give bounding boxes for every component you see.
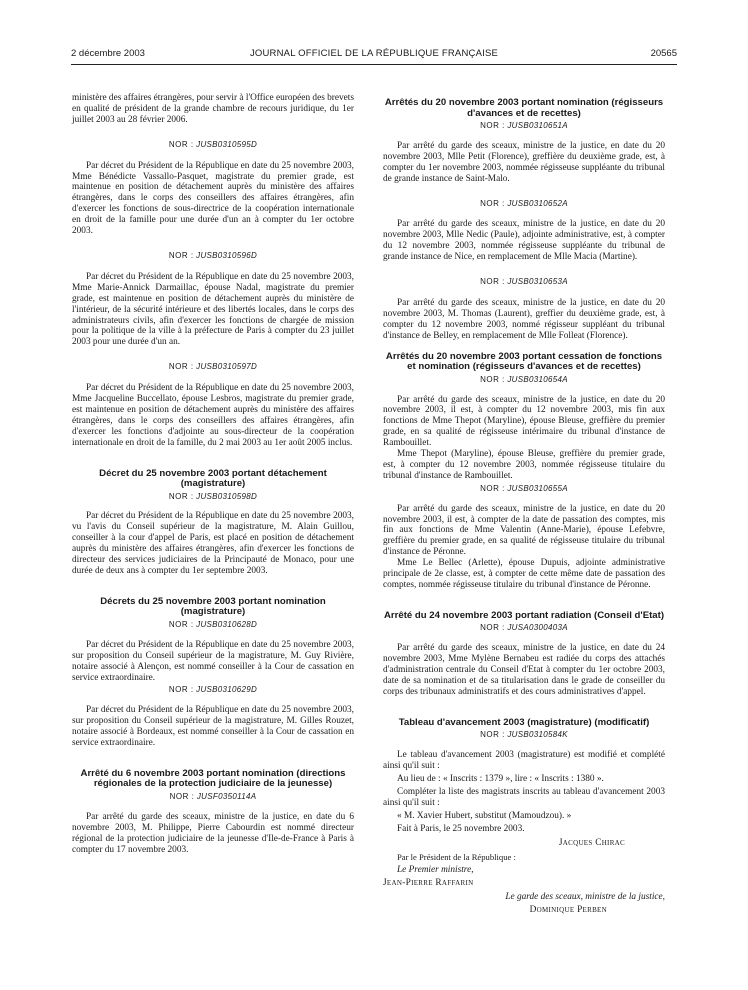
right-column xyxy=(383,98,665,916)
section-title: Arrêté du 6 novembre 2003 portant nomination (directions régionales de la protection judiciaire de la jeunesse) xyxy=(80,767,346,790)
paragraph: Mme Thepot (Maryline), épouse Bleuse, greffière du premier grade, est, à compter du 12 novembre 2003, nommée régisseuse titulaire du tribunal d'instance de Rambouillet. xyxy=(383,449,665,481)
paragraph: Par décret du Président de la République en date du 25 novembre 2003, Mme Marie-Annick Darmaillac, épouse Nadal, magistrate du premier grade, est maintenue en position de détachement auprès du ministère de l'intérieur, de la sécurité intérieure et des libertés locales, dans le corps des administrateurs civils, afin d'exercer les fonctions de chargée de mission pour la politique de la ville à la préfecture de Paris à compter du 23 juillet 2003 pour une durée d'un an. xyxy=(72,271,354,348)
paragraph: Par décret du Président de la République en date du 25 novembre 2003, sur proposition du Conseil supérieur de la magistrature, M. Guy Rivière, notaire associé à Alençon, est nommé conseiller à la Cour de cassation en service extraordinaire. xyxy=(72,639,354,683)
paragraph: Le tableau d'avancement 2003 (magistrature) est modifié et complété ainsi qu'il suit : xyxy=(383,750,665,772)
paragraph: Mme Le Bellec (Arlette), épouse Dupuis, adjointe administrative principale de 2e classe, est, à compter de cette même date de passation des comptes, nommée régisseuse titulaire du tribunal d'instance de Péronne. xyxy=(383,558,665,590)
signature-line: Par le Président de la République : xyxy=(397,851,516,862)
page-header xyxy=(71,48,677,62)
section-title: Décrets du 25 novembre 2003 portant nomination (magistrature) xyxy=(100,595,326,618)
paragraph: Au lieu de : « Inscrits : 1379 », lire : « Inscrits : 1380 ». xyxy=(397,774,604,785)
nor-reference: NOR : JUSB0310652A xyxy=(480,198,568,208)
nor-reference: NOR : JUSB0310598D xyxy=(168,491,258,501)
section-title: Arrêtés du 20 novembre 2003 portant nomination (régisseurs d'avances et de recettes) xyxy=(384,97,664,119)
section xyxy=(383,611,665,698)
paragraph: Compléter la liste des magistrats inscrits au tableau d'avancement 2003 ainsi qu'il suit : xyxy=(383,786,665,808)
section xyxy=(72,597,354,749)
header-date: 2 décembre 2003 xyxy=(71,48,145,59)
nor-reference: NOR : JUSB0310596D xyxy=(168,250,258,260)
paragraph: Par arrêté du garde des sceaux, ministre de la justice, en date du 6 novembre 2003, M. Philippe, Pierre Cabourdin est nommé directeur régional de la protection judiciaire de la jeunesse d'Ile-de-France à Paris à compter du 17 novembre 2003. xyxy=(72,811,354,855)
section xyxy=(72,469,354,577)
nor-reference: NOR : JUSB0310651A xyxy=(480,121,568,130)
signature-title: Le Premier ministre, xyxy=(397,865,474,876)
nor-reference: NOR : JUSB0310629D xyxy=(168,685,258,695)
nor-reference: NOR : JUSB0310597D xyxy=(168,362,258,372)
paragraph: ministère des affaires étrangères, pour servir à l'Office européen des brevets en qualité de président de la grande chambre de recours juridique, du 1er juillet 2003 au 28 février 2006. xyxy=(72,93,354,125)
nor-reference: NOR : JUSB0310653A xyxy=(480,277,568,287)
nor-reference: NOR : JUSB0310595D xyxy=(168,139,258,149)
header-rule xyxy=(71,64,677,65)
section xyxy=(72,769,354,856)
signature-president: Jacques Chirac xyxy=(558,837,625,848)
nor-reference: NOR : JUSB0310584K xyxy=(480,730,568,740)
section-title: Arrêtés du 20 novembre 2003 portant cessation de fonctions et nomination (régisseurs d'avances et de recettes) xyxy=(385,350,663,373)
paragraph: Par arrêté du garde des sceaux, ministre de la justice, en date du 24 novembre 2003, Mme Mylène Bernabeu est radiée du corps des attachés d'administration centrale du Conseil d'Etat à compter du 1er octobre 2003, date de sa nomination et de sa titularisation dans le grade de conseiller du corps des tribunaux administratifs et des cours administratives d'appel. xyxy=(383,643,665,697)
left-column xyxy=(72,93,354,856)
paragraph: Par arrêté du garde des sceaux, ministre de la justice, en date du 20 novembre 2003, il est, à compter de la date de passation des comptes, mis fin aux fonctions de Mme Valentin (Anne-Marie), épouse Lefebvre, greffière du premier grade, en sa qualité de régisseuse titulaire du tribunal d'instance de Péronne. xyxy=(383,503,665,558)
nor-reference: NOR : JUSA0300403A xyxy=(480,623,568,633)
paragraph: Par décret du Président de la République en date du 25 novembre 2003, Mme Jacqueline Buccellato, épouse Lesbros, magistrate du premier grade, est maintenue en position de détachement auprès du ministère des affaires étrangères, dans le corps des conseillers des affaires étrangères, afin d'exercer les fonctions d'adjointe au sous-directeur de la coopération internationale en droit de la famille, du 2 mai 2003 au 1er août 2005 inclus. xyxy=(72,383,354,448)
paragraph: Par décret du Président de la République en date du 25 novembre 2003, Mme Bénédicte Vassallo-Pasquet, magistrate du premier grade, est maintenue en position de détachement auprès du ministère des affaires étrangères, dans le corps des conseillers des affaires étrangères, afin d'exercer les fonctions de sous-directrice de la coopération internationale en droit de la famille pour une durée d'un an à compter du 1er octobre 2003. xyxy=(72,160,354,237)
paragraph: Par décret du Président de la République en date du 25 novembre 2003, sur proposition du Conseil supérieur de la magistrature, M. Gilles Rouzet, notaire associé à Bordeaux, est nommé conseiller à la Cour de cassation en service extraordinaire. xyxy=(72,705,354,749)
paragraph: Par arrêté du garde des sceaux, ministre de la justice, en date du 20 novembre 2003, il est, à compter du 12 novembre 2003, mis fin aux fonctions de Mme Thepot (Maryline), épouse Bleuse, greffière du premier grade, en sa qualité de régisseuse intérimaire du tribunal d'instance de Rambouillet. xyxy=(383,394,665,449)
signature-minister: Dominique Perben xyxy=(529,905,607,916)
signature-prime-minister: Jean-Pierre Raffarin xyxy=(383,878,474,889)
nor-reference: NOR : JUSF0350114A xyxy=(169,791,257,801)
nor-reference: NOR : JUSB0310628D xyxy=(168,619,258,629)
page-number: 20565 xyxy=(650,48,677,59)
paragraph: Par arrêté du garde des sceaux, ministre de la justice, en date du 20 novembre 2003, M. Thomas (Laurent), greffier du deuxième grade, est, à compter du 12 novembre 2003, nommé régisseur suppléant du tribunal d'instance de Belley, en remplacement de Mlle Folleat (Florence). xyxy=(383,297,665,341)
nor-reference: NOR : JUSB0310654A xyxy=(480,374,568,384)
nor-reference: NOR : JUSB0310655A xyxy=(480,483,568,493)
paragraph: Par arrêté du garde des sceaux, ministre de la justice, en date du 20 novembre 2003, Mlle Petit (Florence), greffière du deuxième grade, est, à compter du 1er novembre 2003, nommée régisseuse suppléante du tribunal de grande instance de Saint-Malo. xyxy=(383,140,665,184)
section xyxy=(383,718,665,916)
section-title: Arrêté du 24 novembre 2003 portant radiation (Conseil d'Etat) xyxy=(383,609,665,621)
signature-title: Le garde des sceaux, ministre de la justice, xyxy=(505,892,665,903)
paragraph: Par décret du Président de la République en date du 25 novembre 2003, vu l'avis du Conseil supérieur de la magistrature, M. Alain Guillou, conseiller à la cour d'appel de Paris, est placé en position de détachement auprès du ministère des affaires étrangères, afin d'exercer les fonctions de directeur des services judiciaires de la Principauté de Monaco, pour une durée de deux ans à compter du 1er septembre 2003. xyxy=(72,511,354,576)
section-title: Tableau d'avancement 2003 (magistrature) (modificatif) xyxy=(398,716,650,728)
paragraph: Par arrêté du garde des sceaux, ministre de la justice, en date du 20 novembre 2003, Mlle Nedic (Paule), adjointe administrative, est, à compter du 12 novembre 2003, nommée régisseuse suppléante du tribunal de grande instance de Nice, en remplacement de Mlle Macia (Martine). xyxy=(383,219,665,263)
paragraph: Fait à Paris, le 25 novembre 2003. xyxy=(397,823,525,834)
section xyxy=(383,352,665,591)
journal-title: JOURNAL OFFICIEL DE LA RÉPUBLIQUE FRANÇAISE xyxy=(249,48,499,59)
paragraph: « M. Xavier Hubert, substitut (Mamoudzou). » xyxy=(397,810,572,821)
section-title: Décret du 25 novembre 2003 portant détachement (magistrature) xyxy=(99,467,327,490)
